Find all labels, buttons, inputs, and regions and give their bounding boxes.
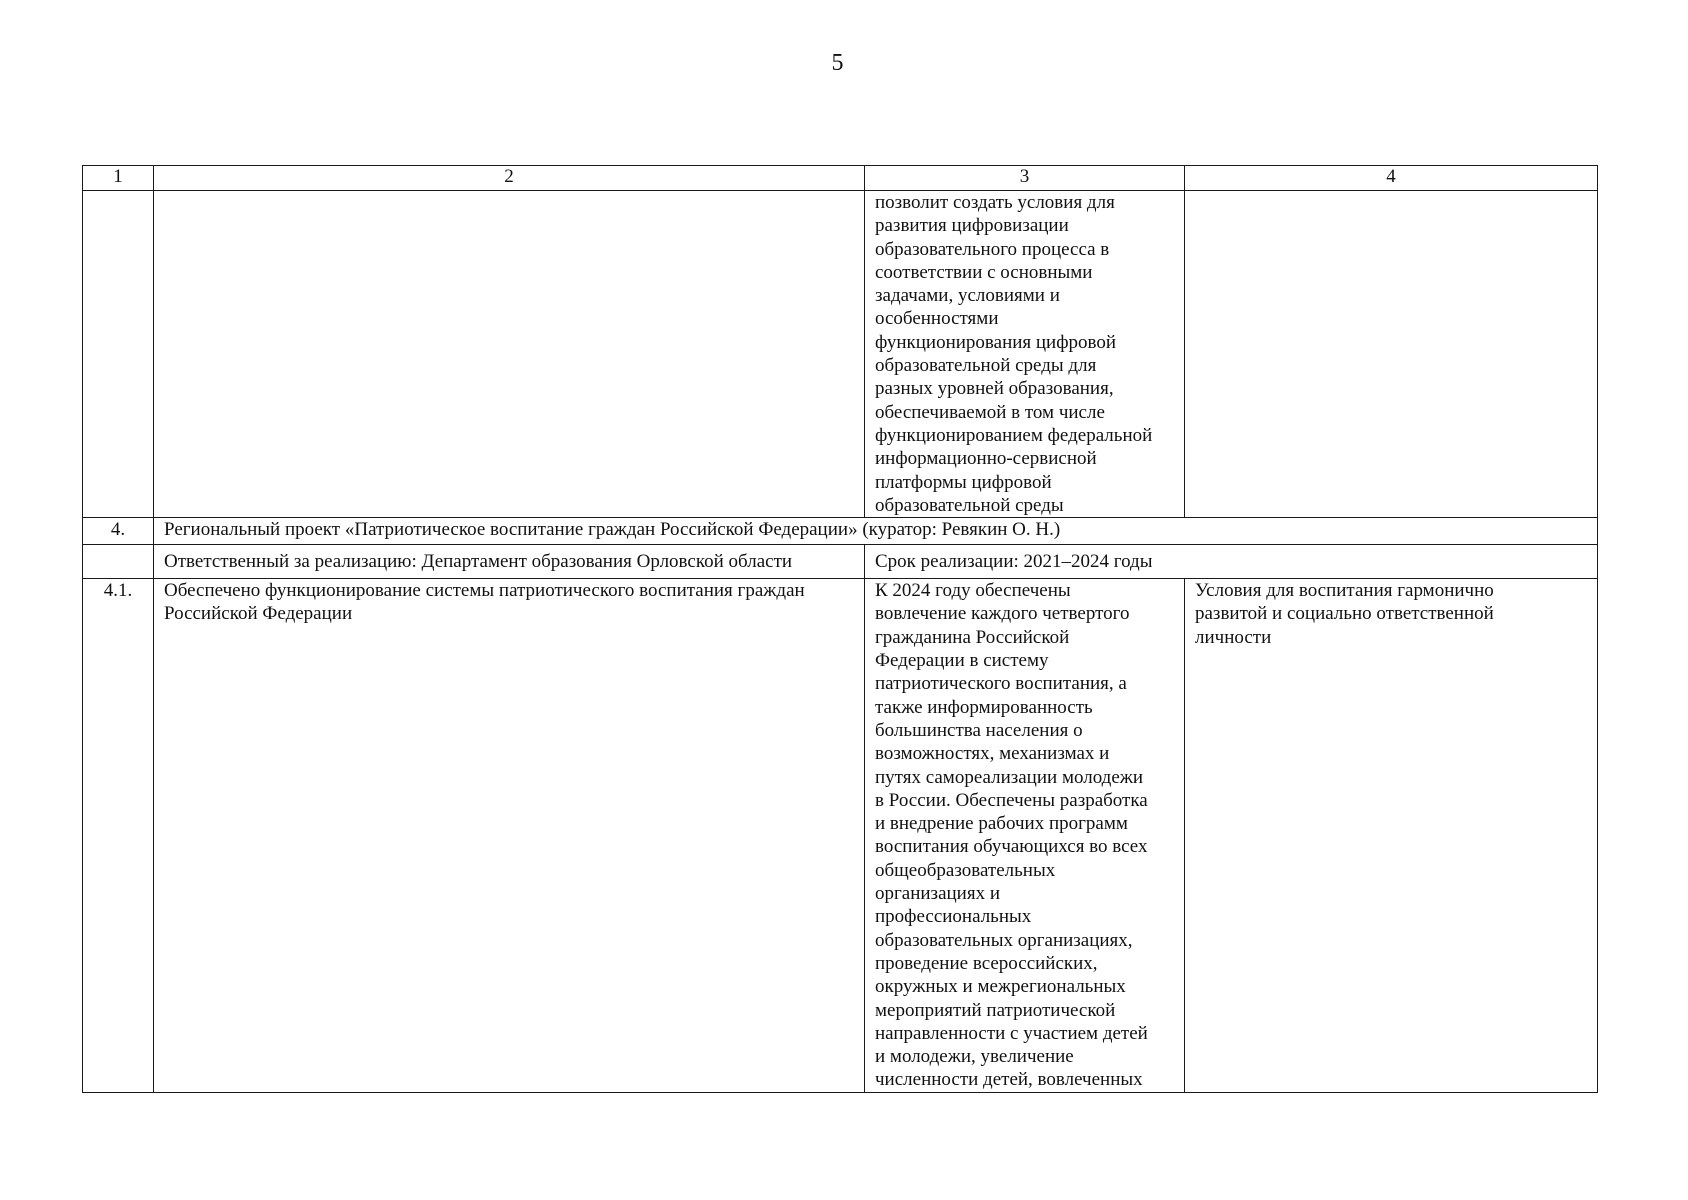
text-line: К 2024 году обеспечены [875,580,1071,602]
result-cell [865,579,1185,1093]
text-line: соответствии с основными [875,261,1093,283]
task-cell: Обеспечено функционирование системы патриотического воспитания граждан Российской Федерации [154,579,865,1093]
section-row [83,518,1598,545]
text-line: окружных и межрегиональных [875,976,1126,998]
text-line: личности [1195,626,1272,648]
text-line: возможностях, механизмах и [875,743,1110,765]
section-title: Региональный проект «Патриотическое воспитание граждан Российской Федерации» (куратор: Ревякин О. Н.) [154,518,1598,545]
text-line: численности детей, вовлеченных [875,1069,1143,1091]
header-cell: 2 [154,166,865,191]
text-line: развития цифровизации [875,215,1069,237]
text-line: развитой и социально ответственной [1195,603,1494,625]
text-line: Условия для воспитания гармонично [1195,580,1494,602]
text-line: воспитания обучающихся во всех [875,836,1148,858]
responsible-cell: Ответственный за реализацию: Департамент образования Орловской области [154,545,865,579]
header-cell: 3 [865,166,1185,191]
text-line: платформы цифровой [875,471,1052,493]
table-cell [83,191,154,518]
text-line: разных уровней образования, [875,378,1114,400]
text-line: и внедрение рабочих программ [875,813,1128,835]
header-cell: 1 [83,166,154,191]
table-row [83,191,1598,518]
text-line: информационно-сервисной [875,448,1097,470]
table-cell [1185,191,1598,518]
table-cell [83,545,154,579]
term-cell: Срок реализации: 2021–2024 годы [865,545,1598,579]
text-line: проведение всероссийских, [875,952,1098,974]
text-line: вовлечение каждого четвертого [875,603,1130,625]
text-line: образовательной среды для [875,355,1097,377]
text-line: большинства населения о [875,719,1083,741]
text-line: функционирования цифровой [875,331,1117,353]
effect-cell [1185,579,1598,1093]
text-line: общеобразовательных [875,859,1056,881]
text-line: задачами, условиями и [875,285,1060,307]
item-number: 4.1. [83,579,154,1093]
text-line: гражданина Российской [875,626,1070,648]
document-table [82,165,1598,1093]
text-line: образовательной среды [875,494,1064,516]
result-cell [865,191,1185,518]
text-line: и молодежи, увеличение [875,1046,1074,1068]
text-line: функционированием федеральной [875,424,1153,446]
header-cell: 4 [1185,166,1598,191]
table-row [83,579,1598,1093]
text-line: образовательного процесса в [875,238,1110,260]
text-line: мероприятий патриотической [875,999,1116,1021]
text-line: направленности с участием детей [875,1022,1148,1044]
text-line: Федерации в систему [875,650,1049,672]
text-line: особенностями [875,308,999,330]
text-line: обеспечиваемой в том числе [875,401,1105,423]
text-line: организациях и [875,883,1000,905]
text-line: патриотического воспитания, а [875,673,1127,695]
section-number: 4. [83,518,154,545]
text-line: позволит создать условия для [875,192,1115,213]
text-line: также информированность [875,696,1093,718]
text-line: образовательных организациях, [875,929,1133,951]
text-line: путях самореализации молодежи [875,766,1144,788]
page-number: 5 [831,50,844,76]
text-line: в России. Обеспечены разработка [875,789,1148,811]
text-line: профессиональных [875,906,1032,928]
table-cell [154,191,865,518]
header-row [83,166,1598,191]
responsible-row [83,545,1598,579]
